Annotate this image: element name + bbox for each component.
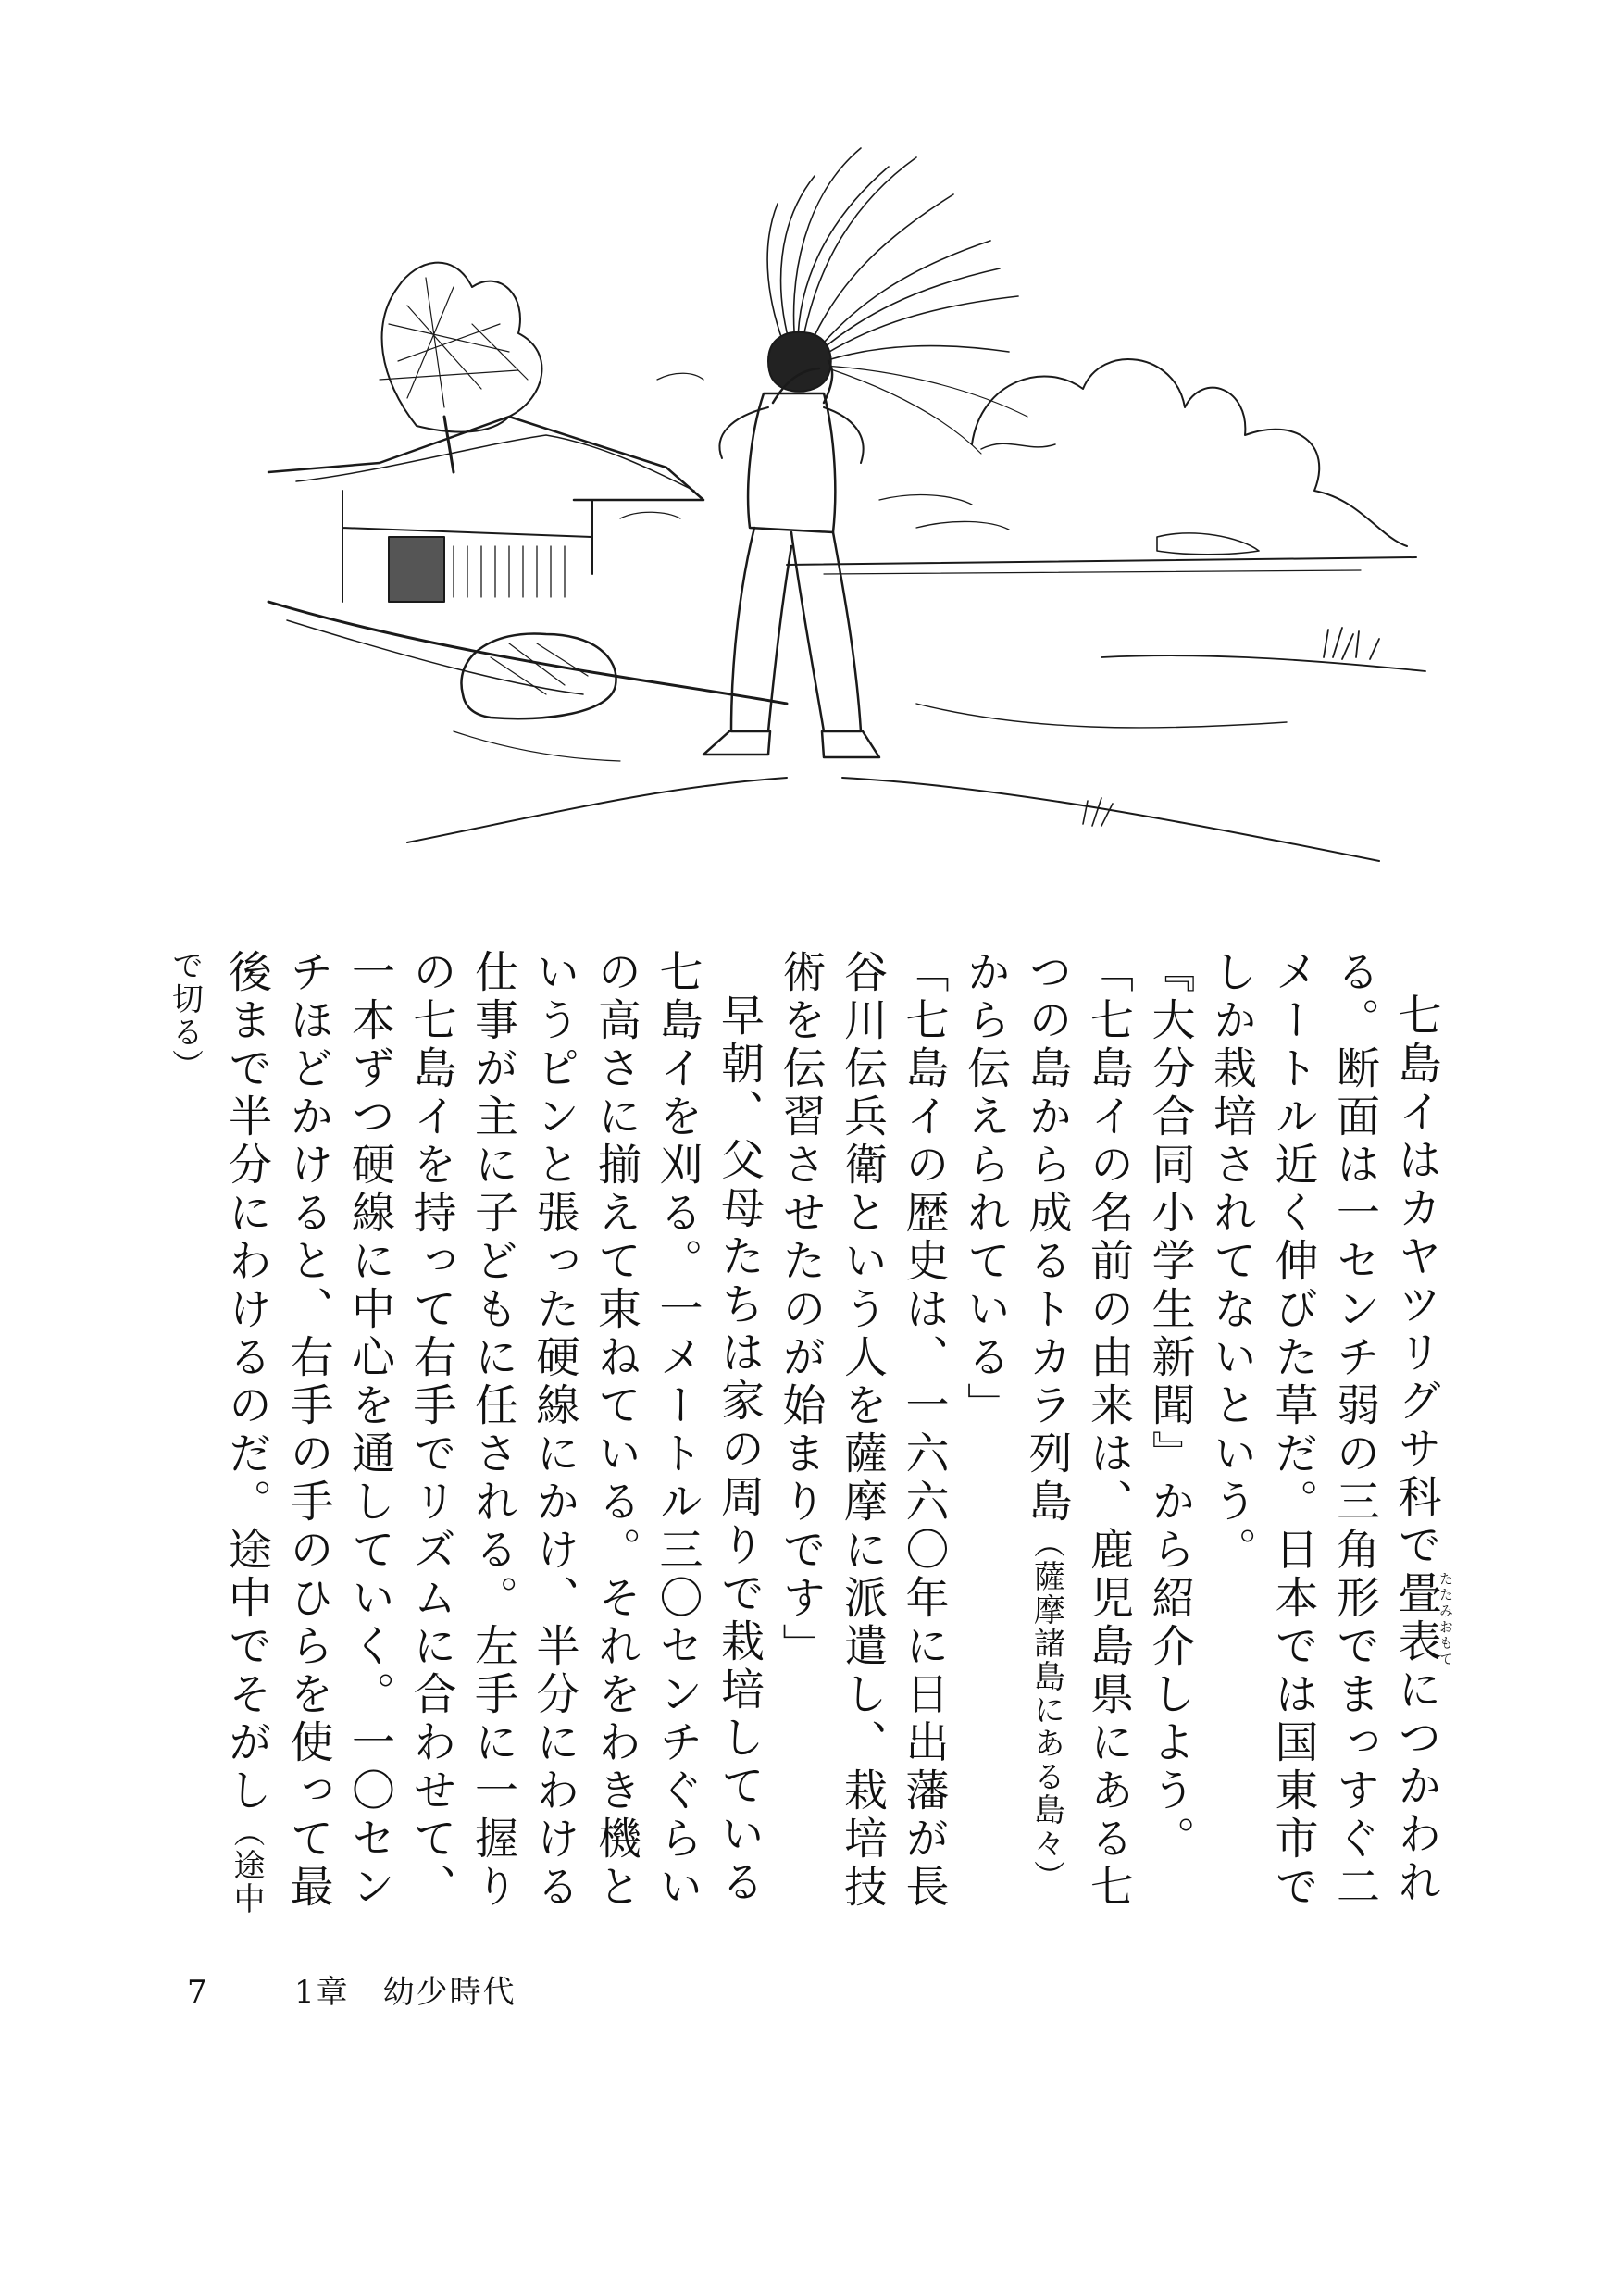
p3-text-a: 「七島イの名前の由来は、鹿児島県にある七つの島から成るトカラ列島: [1021, 949, 1134, 1912]
reed-harvest-illustration: [268, 139, 1444, 880]
sketch-illustration-reed-harvest-icon: [268, 139, 1444, 880]
paragraph-quote-name-origin: [954, 949, 1139, 1930]
p3-text-b: から伝えられている」: [960, 949, 1011, 1430]
p1-text-a: 七島イはカヤツリグサ科で: [1390, 992, 1442, 1570]
paragraph-harvest: [154, 949, 769, 1930]
ruby-tatami-omote: [1390, 1570, 1454, 1666]
paragraph-quote-history: 「七島イの歴史は、一六六〇年に日出藩が長谷川伝兵衛という人を薩摩に派遣し、栽培技術を伝習させたのが始まりです」: [775, 949, 950, 1912]
p5-note: （途中で切る）: [166, 949, 265, 1915]
ruby-reading: たたみおもて: [1438, 1570, 1454, 1666]
chapter-title: 1章 幼少時代: [294, 1974, 517, 2011]
page-number: 7: [187, 1974, 207, 2011]
p5-text-a: 早朝、父母たちは家の周りで栽培している七島イを刈る。一メートル三〇センチぐらいの高さに揃えて束ねている。それをわき機というピンと張った硬線にかけ、半分にわける仕事が主に子どもに任される。左手に一握りの七島イを持って右手でリズムに合わせて、一本ずつ硬線に中心を通していく。一〇センチほどかけると、右手の手のひらを使って最後まで半分にわけるのだ。途中でそがし: [221, 949, 765, 1912]
ruby-base: 畳表: [1390, 1570, 1442, 1666]
paragraph-newspaper: 『大分合同小学生新聞』から紹介しよう。: [1144, 949, 1196, 1864]
body-text: [166, 949, 1454, 1930]
p3-note: （薩摩諸島にある島々）: [1027, 1527, 1065, 1893]
p1-text-b: につかわれる。断面は一センチ弱の三角形でまっすぐ二メートル近く伸びた草だ。日本では国東市でしか栽培されてないという。: [1206, 949, 1442, 1912]
paragraph-intro: [1201, 949, 1454, 1930]
